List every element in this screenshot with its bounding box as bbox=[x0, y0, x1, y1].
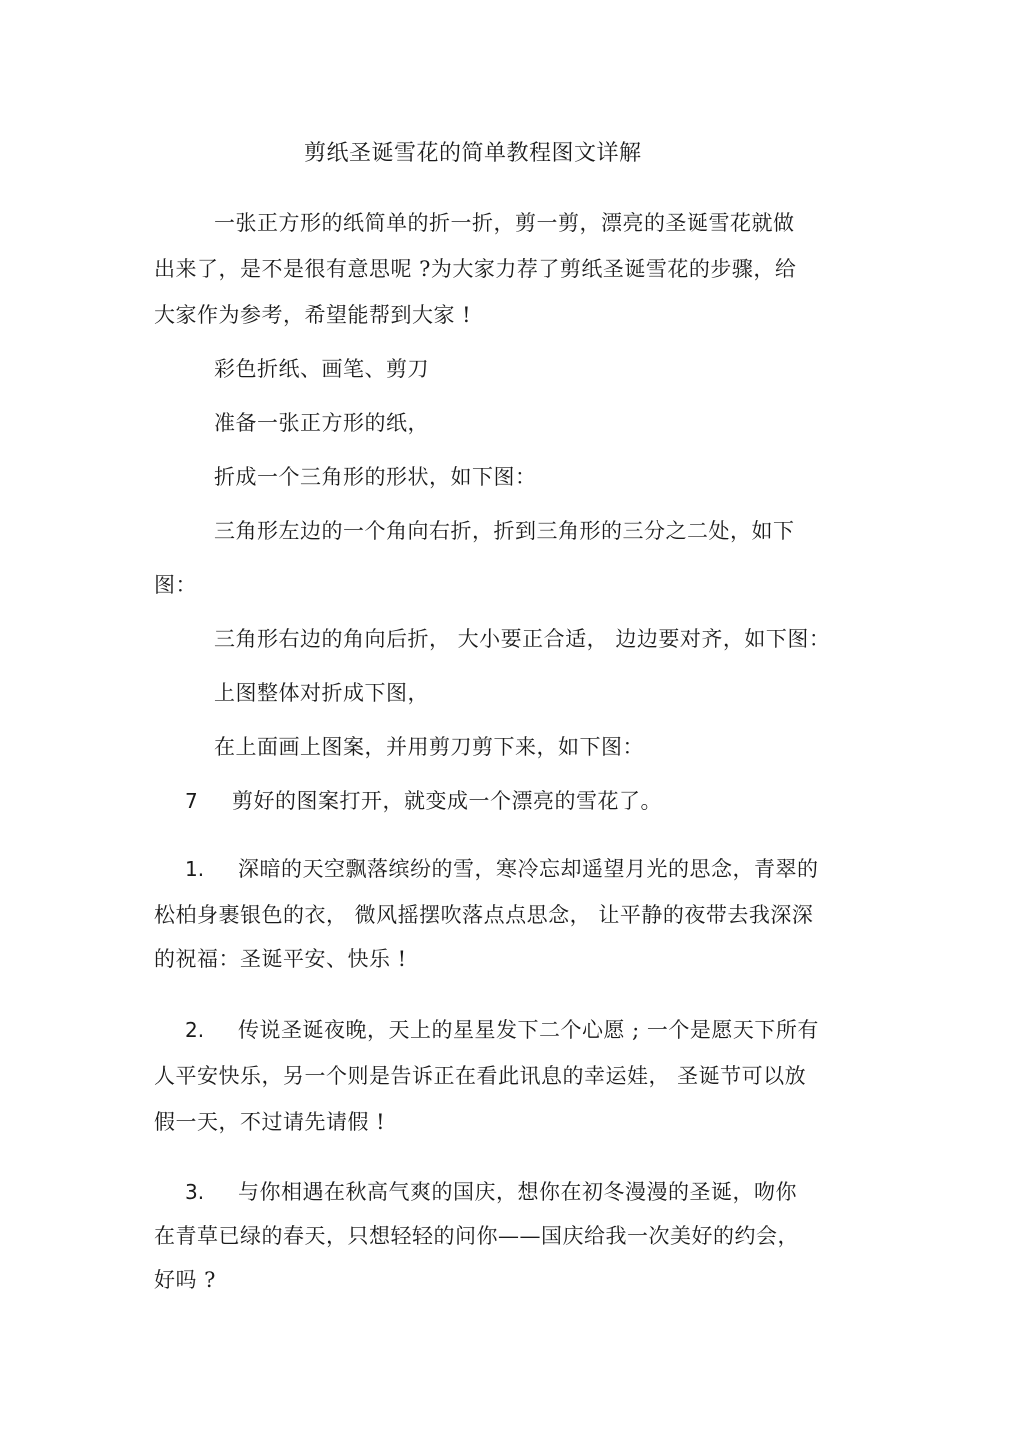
step-3-line-1: 三角形左边的一个角向右折，折到三角形的三分之二处，如下 bbox=[214, 519, 795, 543]
wish-3-number: 3. bbox=[185, 1180, 205, 1204]
wish-3-line-3: 好吗 ? bbox=[154, 1268, 216, 1292]
step-6-line: 在上面画上图案，并用剪刀剪下来，如下图： bbox=[214, 735, 644, 759]
wish-1-line-1: 深暗的天空飘落缤纷的雪，寒冷忘却遥望月光的思念，青翠的 bbox=[238, 857, 819, 881]
step-5-line: 上图整体对折成下图， bbox=[214, 681, 429, 705]
wish-2-line-2: 人平安快乐，另一个则是告诉正在看此讯息的幸运娃， 圣诞节可以放 bbox=[154, 1064, 807, 1088]
intro-line-2: 出来了，是不是很有意思呢 ?为大家力荐了剪纸圣诞雪花的步骤，给 bbox=[154, 257, 797, 281]
step-4-line: 三角形右边的角向后折， 大小要正合适， 边边要对齐，如下图： bbox=[214, 627, 831, 651]
step-7-number: 7 bbox=[185, 789, 198, 813]
wish-1-number: 1. bbox=[185, 857, 205, 881]
step-1-line: 准备一张正方形的纸， bbox=[214, 411, 429, 435]
wish-1-line-3: 的祝福：圣诞平安、快乐 ! bbox=[154, 947, 407, 971]
wish-2-number: 2. bbox=[185, 1018, 205, 1042]
step-2-line: 折成一个三角形的形状，如下图： bbox=[214, 465, 537, 489]
step-3-line-2: 图： bbox=[154, 573, 197, 597]
intro-line-3: 大家作为参考，希望能帮到大家 ! bbox=[154, 303, 472, 327]
document-title: 剪纸圣诞雪花的简单教程图文详解 bbox=[304, 141, 642, 166]
wish-2-line-1: 传说圣诞夜晚，天上的星星发下二个心愿 ; 一个是愿天下所有 bbox=[238, 1018, 819, 1042]
step-7-line: 剪好的图案打开，就变成一个漂亮的雪花了。 bbox=[232, 789, 662, 813]
wish-2-line-3: 假一天，不过请先请假 ! bbox=[154, 1110, 386, 1134]
intro-line-1: 一张正方形的纸简单的折一折，剪一剪，漂亮的圣诞雪花就做 bbox=[214, 211, 795, 235]
materials-line: 彩色折纸、画笔、剪刀 bbox=[214, 357, 429, 381]
wish-1-line-2: 松柏身裹银色的衣， 微风摇摆吹落点点思念， 让平静的夜带去我深深 bbox=[154, 903, 814, 927]
wish-3-line-2: 在青草已绿的春天，只想轻轻的问你——国庆给我一次美好的约会， bbox=[154, 1224, 799, 1248]
wish-3-line-1: 与你相遇在秋高气爽的国庆，想你在初冬漫漫的圣诞，吻你 bbox=[238, 1180, 797, 1204]
